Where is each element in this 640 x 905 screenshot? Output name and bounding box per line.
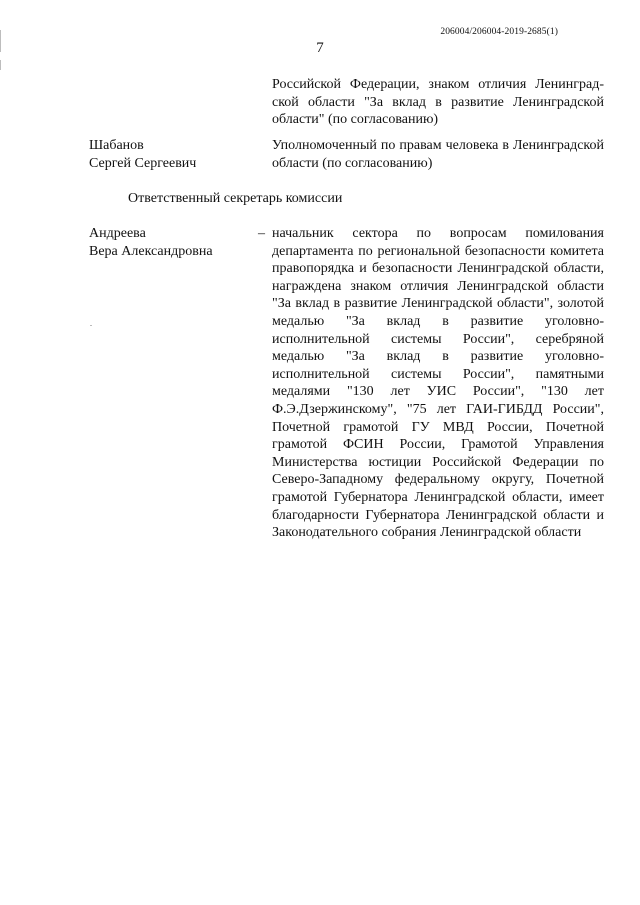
scan-margin-mark <box>0 60 1 70</box>
scan-speck <box>90 325 92 326</box>
secretary-surname: Андреева <box>89 226 146 241</box>
member-given-names: Сергей Сергеевич <box>89 155 197 171</box>
member-name <box>89 137 196 172</box>
section-heading: Ответственный секретарь комиссии <box>128 191 343 206</box>
member-surname: Шабанов <box>89 138 144 153</box>
entry-description: Уполномоченный по правам человека в Ленинградской области (по согласованию) <box>272 138 604 171</box>
page-number: 7 <box>316 40 324 56</box>
entry-description: Российской Федерации, знаком отличия Ленинград-ской области "За вклад в развитие Ленинградской области" (по согласованию) <box>272 77 604 128</box>
document-id: 206004/206004-2019-2685(1) <box>440 27 558 37</box>
secretary-given-names: Вера Александровна <box>89 243 213 259</box>
secretary-name <box>89 225 213 260</box>
entry-dash: – <box>258 226 265 241</box>
secretary-description: начальник сектора по вопросам помилования департамента по региональной безопасности комитета правопорядка и безопасности Ленинградской области, награждена знаком отличия Ленинградской области "За вклад в развитие Ленинградской области", золотой медалью "За вклад в развитие уголовно-исполнительной системы России", серебряной медалью "За вклад в развитие уголовно-исполнительной системы России", памятными медалями "130 лет УИС России", "130 лет Ф.Э.Дзержинскому", "75 лет ГАИ-ГИБДД России", Почетной грамотой ГУ МВД России, Почетной грамотой ФСИН России, Грамотой Управления Министерства юстиции Российской Федерации по Северо-Западному федеральному округу, Почетной грамотой Губернатора Ленинградской области, имеет благодарности Губернатора Ленинградской области и Законодательного собрания Ленинградской области <box>272 226 604 541</box>
